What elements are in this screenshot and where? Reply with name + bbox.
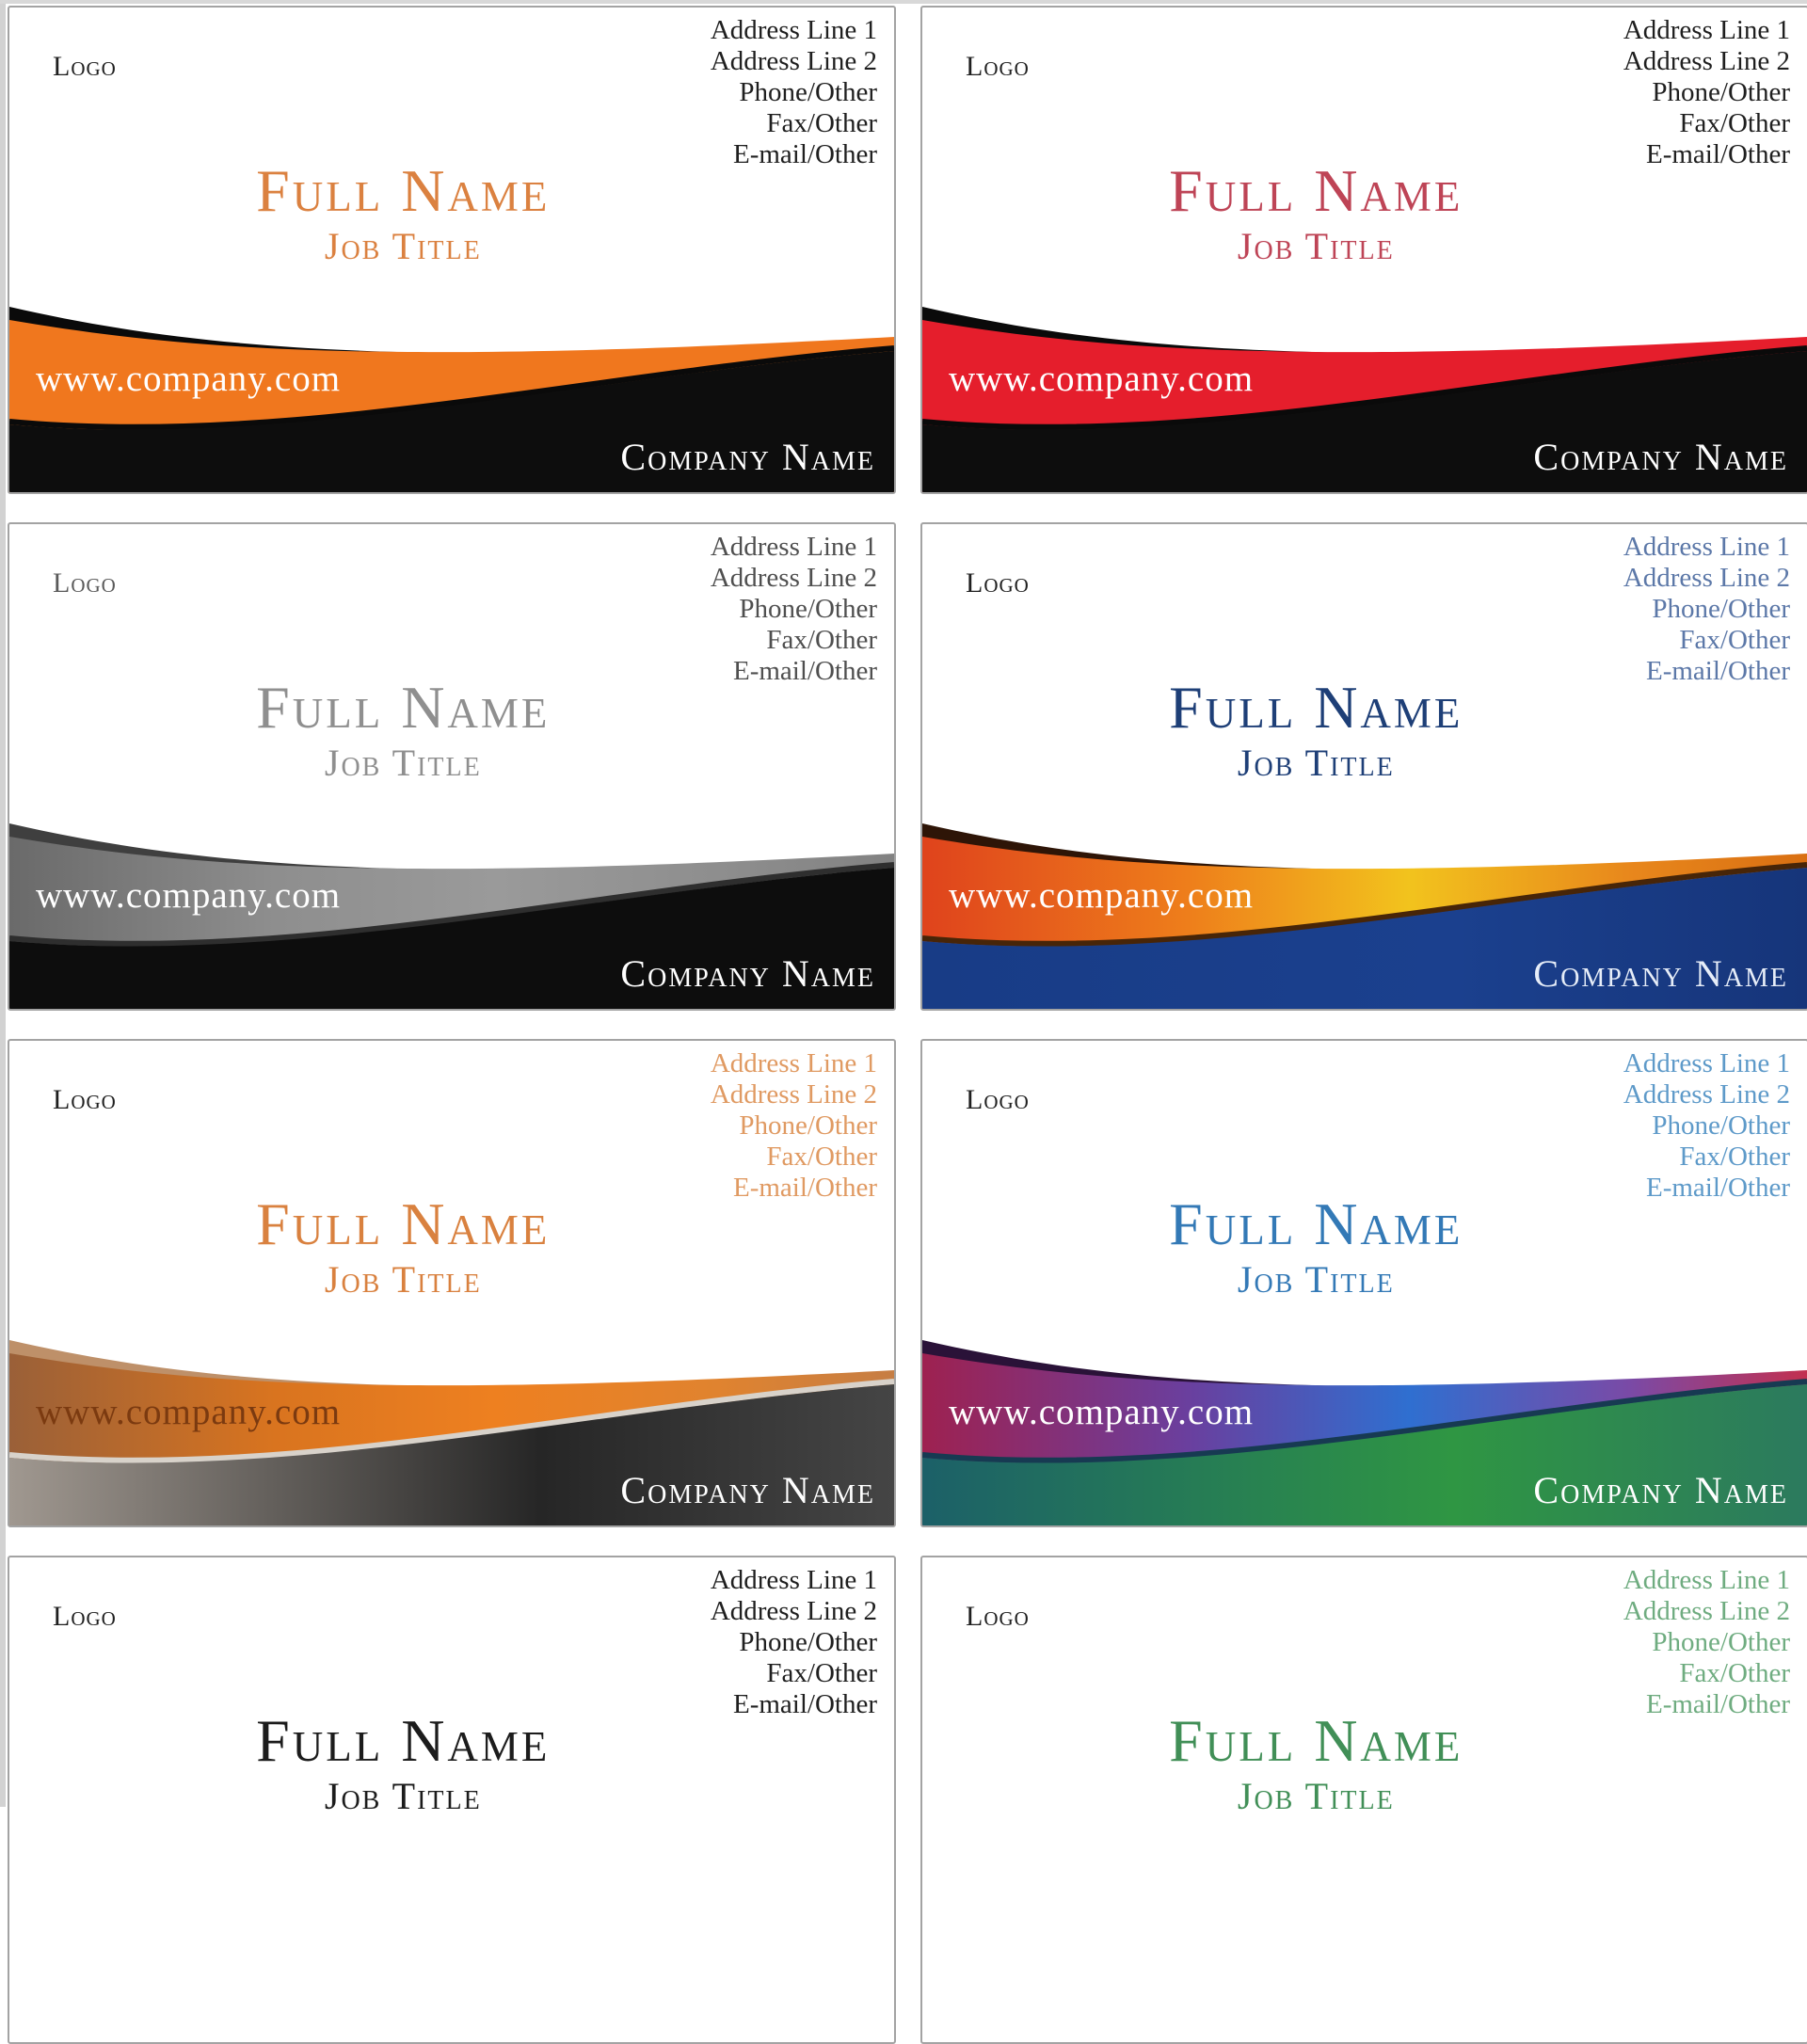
email-line: E-mail/Other (1645, 1689, 1790, 1719)
card-footer (9, 262, 894, 492)
logo-placeholder: Logo (53, 1084, 117, 1115)
fax-line: Fax/Other (766, 108, 877, 138)
phone-line: Phone/Other (1652, 1627, 1790, 1657)
email-line: E-mail/Other (1645, 1173, 1790, 1203)
website-placeholder: www.company.com (36, 875, 342, 916)
job-title-placeholder: Job Title (324, 1258, 482, 1301)
card-footer (922, 1295, 1807, 1525)
website-placeholder: www.company.com (36, 359, 342, 399)
business-card-template-4 (920, 522, 1807, 1011)
address-line-2: Address Line 2 (710, 46, 877, 76)
company-name-placeholder: Company Name (1533, 952, 1788, 995)
fax-line: Fax/Other (1679, 108, 1790, 138)
business-card-template-3 (8, 522, 896, 1011)
business-card-template-1 (8, 6, 896, 494)
address-line-2: Address Line 2 (1623, 1079, 1790, 1110)
address-line-1: Address Line 1 (1623, 532, 1790, 562)
contact-info-block (1623, 15, 1790, 170)
website-placeholder: www.company.com (949, 359, 1255, 399)
address-line-2: Address Line 2 (710, 1596, 877, 1626)
address-line-1: Address Line 1 (1623, 1565, 1790, 1595)
website-placeholder: www.company.com (36, 1392, 342, 1432)
card-footer (9, 1295, 894, 1525)
full-name-placeholder: Full Name (1169, 1190, 1463, 1257)
email-line: E-mail/Other (1645, 139, 1790, 169)
contact-info-block (711, 15, 877, 170)
card-footer (922, 778, 1807, 1009)
address-line-2: Address Line 2 (710, 563, 877, 593)
contact-info-block (711, 1048, 877, 1204)
card-footer (9, 778, 894, 1009)
address-line-2: Address Line 2 (1623, 1596, 1790, 1626)
phone-line: Phone/Other (739, 77, 877, 107)
fax-line: Fax/Other (766, 625, 877, 655)
fax-line: Fax/Other (766, 1142, 877, 1172)
phone-line: Phone/Other (1652, 594, 1790, 624)
address-line-2: Address Line 2 (1623, 46, 1790, 76)
logo-placeholder: Logo (966, 567, 1030, 599)
phone-line: Phone/Other (739, 1110, 877, 1141)
card-footer (922, 262, 1807, 492)
logo-placeholder: Logo (966, 1084, 1030, 1115)
contact-info-block (1623, 1565, 1790, 1720)
company-name-placeholder: Company Name (620, 1469, 875, 1511)
fax-line: Fax/Other (1679, 625, 1790, 655)
fax-line: Fax/Other (766, 1658, 877, 1688)
full-name-placeholder: Full Name (1169, 674, 1463, 741)
contact-info-block (1623, 532, 1790, 687)
email-line: E-mail/Other (732, 139, 877, 169)
logo-placeholder: Logo (53, 51, 117, 82)
phone-line: Phone/Other (739, 594, 877, 624)
phone-line: Phone/Other (1652, 1110, 1790, 1141)
address-line-2: Address Line 2 (1623, 563, 1790, 593)
business-card-template-8 (920, 1556, 1807, 2044)
fax-line: Fax/Other (1679, 1658, 1790, 1688)
email-line: E-mail/Other (732, 1173, 877, 1203)
fax-line: Fax/Other (1679, 1142, 1790, 1172)
company-name-placeholder: Company Name (1533, 436, 1788, 478)
job-title-placeholder: Job Title (324, 225, 482, 267)
address-line-1: Address Line 1 (710, 1565, 877, 1595)
full-name-placeholder: Full Name (256, 157, 551, 224)
phone-line: Phone/Other (739, 1627, 877, 1657)
website-placeholder: www.company.com (949, 1392, 1255, 1432)
contact-info-block (711, 1565, 877, 1720)
job-title-placeholder: Job Title (324, 1775, 482, 1817)
contact-info-block (1623, 1048, 1790, 1204)
logo-placeholder: Logo (53, 567, 117, 599)
email-line: E-mail/Other (732, 656, 877, 686)
business-card-template-7 (8, 1556, 896, 2044)
address-line-1: Address Line 1 (1623, 1048, 1790, 1078)
full-name-placeholder: Full Name (1169, 1707, 1463, 1774)
contact-info-block (711, 532, 877, 687)
job-title-placeholder: Job Title (1237, 1775, 1395, 1817)
address-line-1: Address Line 1 (710, 532, 877, 562)
job-title-placeholder: Job Title (1237, 1258, 1395, 1301)
address-line-1: Address Line 1 (710, 1048, 877, 1078)
address-line-2: Address Line 2 (710, 1079, 877, 1110)
logo-placeholder: Logo (53, 1601, 117, 1632)
address-line-1: Address Line 1 (710, 15, 877, 45)
business-card-template-2 (920, 6, 1807, 494)
job-title-placeholder: Job Title (1237, 742, 1395, 784)
logo-placeholder: Logo (966, 51, 1030, 82)
company-name-placeholder: Company Name (620, 436, 875, 478)
business-card-template-5 (8, 1039, 896, 1527)
full-name-placeholder: Full Name (1169, 157, 1463, 224)
company-name-placeholder: Company Name (1533, 1469, 1788, 1511)
website-placeholder: www.company.com (949, 875, 1255, 916)
full-name-placeholder: Full Name (256, 1707, 551, 1774)
email-line: E-mail/Other (1645, 656, 1790, 686)
phone-line: Phone/Other (1652, 77, 1790, 107)
business-card-template-6 (920, 1039, 1807, 1527)
logo-placeholder: Logo (966, 1601, 1030, 1632)
email-line: E-mail/Other (732, 1689, 877, 1719)
job-title-placeholder: Job Title (1237, 225, 1395, 267)
job-title-placeholder: Job Title (324, 742, 482, 784)
company-name-placeholder: Company Name (620, 952, 875, 995)
full-name-placeholder: Full Name (256, 674, 551, 741)
address-line-1: Address Line 1 (1623, 15, 1790, 45)
full-name-placeholder: Full Name (256, 1190, 551, 1257)
